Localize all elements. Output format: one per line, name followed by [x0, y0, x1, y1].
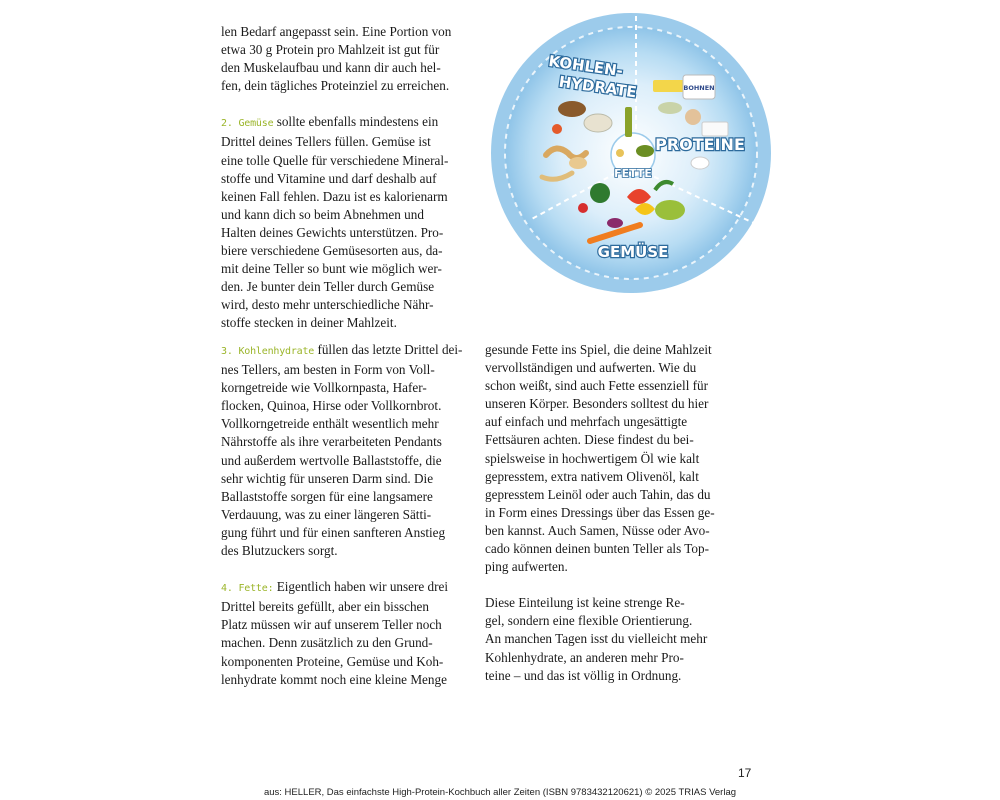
nuts-icon [685, 109, 701, 125]
yogurt-icon [691, 157, 709, 169]
broccoli-icon [590, 183, 610, 203]
seeds-icon [616, 149, 624, 157]
lentils-icon [552, 124, 562, 134]
tofu-icon [658, 102, 682, 114]
keyword-fette: 4. Fette: [221, 583, 274, 595]
radish-icon [607, 218, 623, 228]
label-proteine: PROTEINE [655, 135, 745, 154]
paragraph-kohlenhydrate: 3. Kohlenhydrate füllen das letzte Drittel dei- nes Tellers, am besten in Form von Voll- korngetreide wie Vollkornpasta, Hafer- flocken, Quinoa, Hirse oder Vollkornbrot. Vollkorngetreide enthält wesentlich mehr Nährstoffe als ihre verarbeiteten Pendants und außerdem wertvolle Ballaststoffe, die sehr wichtig für unseren Darm sind. Die Ballaststoffe sorgen für eine langsamere Verdauung, was zu einer längeren Sätti- gung führt und für einen sanfteren Anstieg des Blutzuckers sorgt. [221, 342, 463, 559]
paragraph-fette-continued: gesunde Fette ins Spiel, die deine Mahlzeit vervollständigen und aufwerten. Wie du schon weißt, sind auch Fette essenziell für unseren Körper. Besonders solltest du hier auf einfach und mehrfach ungesättigte Fettsäuren achten. Diese findest du bei- spielsweise in hochwertigem Öl wie kalt gepresstem, extra nativem Olivenöl, kalt gepresstem Leinöl oder auch Tahin, das du in Form eines Dressings über das Essen ge- ben kannst. Auch Samen, Nüsse oder Avo- cado können deinen bunten Teller als Top- ping aufwerten. [485, 342, 715, 575]
keyword-kohlenhydrate: 3. Kohlenhydrate [221, 346, 315, 357]
oil-bottle-icon [625, 107, 632, 137]
paragraph-gemuese: 2. Gemüse sollte ebenfalls mindestens ein Drittel deines Tellers füllen. Gemüse ist eine tolle Quelle für verschiedene Mineral- stoffe und Vitamine und darf deshalb auf keinen Fall fehlen. Dazu ist es kalorienarm und kann dich so beim Abnehmen und Halten deines Gewichts unterstützen. Pro- biere verschiedene Gemüsesorten aus, da- mit deine Teller so bunt wie möglich wer- den. Je bunter dein Teller durch Gemüse wird, desto mehr unterschiedliche Nähr- stoffe stecken in deiner Mahlzeit. [221, 114, 449, 331]
paragraph-fette: 4. Fette: Eigentlich haben wir unsere drei Drittel bereits gefüllt, aber ein bisschen Platz müssen wir auf unserem Teller noch machen. Denn zusätzlich zu den Grund- komponenten Proteine, Gemüse und Koh- lenhydrate kommt noch eine kleine Menge [221, 579, 449, 687]
label-gemuese: GEMÜSE [597, 243, 669, 261]
potato-icon [569, 157, 587, 169]
column-left-top [221, 23, 471, 333]
label-kohlen: KOHLEN- [547, 51, 625, 81]
bread-icon [558, 101, 586, 117]
plate-illustration [490, 5, 772, 300]
cheese-icon [702, 122, 728, 136]
cabbage-icon [655, 200, 685, 220]
keyword-gemuese: 2. Gemüse [221, 118, 274, 130]
paragraph-protein-end: len Bedarf angepasst sein. Eine Portion von etwa 30 g Protein pro Mahlzeit ist gut für den Muskelaufbau und kann dir auch hel- fen, dein tägliches Proteinziel zu erreichen. [221, 24, 452, 94]
label-hydrate: HYDRATE [557, 72, 638, 102]
footer-citation: aus: HELLER, Das einfachste High-Protein-Kochbuch aller Zeiten (ISBN 9783432120621) © 2025 TRIAS Verlag [263, 787, 737, 798]
label-fette: FETTE [614, 167, 652, 180]
butter-pack-icon [653, 80, 685, 92]
label-bohnen: BOHNEN [683, 84, 715, 92]
paragraph-orientierung: Diese Einteilung ist keine strenge Re- gel, sondern eine flexible Orientierung. An manchen Tagen isst du vielleicht mehr Kohlenhydrate, an anderen mehr Pro- teine – und das ist völlig in Ordnung. [485, 595, 708, 683]
tomato-icon [578, 203, 588, 213]
grain-bowl-icon [584, 114, 612, 132]
column-left-bottom [221, 341, 471, 689]
page-number: 17 [738, 766, 752, 780]
column-right [485, 341, 735, 685]
avocado-icon [636, 145, 654, 157]
